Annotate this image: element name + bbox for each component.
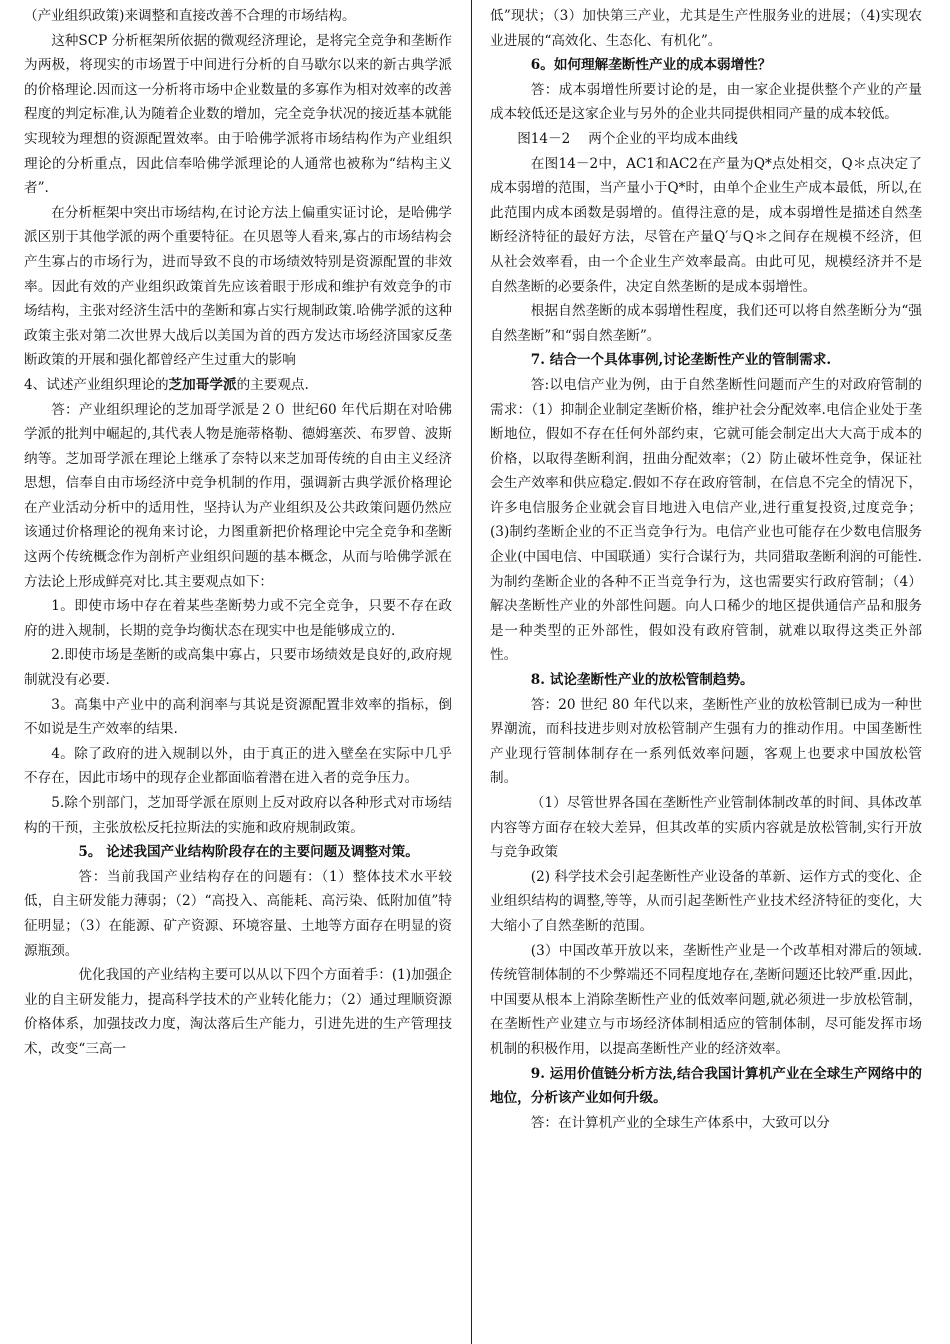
answer-paragraph: 答：产业组织理论的芝加哥学派是２０ 世纪60 年代后期在对哈佛学派的批判中崛起的,其代表人物是施蒂格勒、德姆塞茨、布罗曾、波斯纳等。芝加哥学派在理论上继承了奈特以来芝加哥传统的自由主义经济思想，信奉自由市场经济中竞争机制的作用，强调新古典学派价格理论在产业活动分析中的适用性，坚持认为产业组织及公共政策问题仍然应该通过价格理论的视角来讨论，力图重新把价格理论中完全竞争和垄断这两个传统概念作为剖析产业组织问题的基本概念，从而与哈佛学派在方法论上形成鲜亮对比.其主要观点如下： bbox=[24, 401, 452, 590]
answer-paragraph: 答:以电信产业为例，由于自然垄断性问题而产生的对政府管制的需求：（1）抑制企业制定垄断价格，维护社会分配效率.电信企业处于垄断地位，假如不存在任何外部约束，它就可能会制定出大大高于成本的价格，以取得垄断利润，扭曲分配效率；（2）防止破坏性竞争，保证社会生产效率和供应稳定.假如不存在政府管制，在信息不完全的情况下，许多电信服务企业就会盲目地进入电信产业,进行重复投资,过度竞争；(3)制约垄断企业的不正当竞争行为。电信产业也可能存在少数电信服务企业(中国电信、中国联通）实行合谋行为，共同猎取垄断利润的可能性.为制约垄断企业的各种不正当竞争行为，这也需要实行政府管制；（4）解决垄断性产业的外部性问题。向人口稀少的地区提供通信产品和服务是一种类型的正外部性，假如没有政府管制，就难以取得这类正外部性。 bbox=[490, 376, 922, 664]
paragraph: 在分析框架中突出市场结构,在讨论方法上偏重实证讨论，是哈佛学派区别于其他学派的两个重要特征。在贝恩等人看来,寡占的市场结构会产生寡占的市场行为，进而导致不良的市场绩效特别是资源配置的非效率。因此有效的产业组织政策首先应该着眼于形成和维护有效竞争的市场结构，主张对经济生活中的垄断和寡占实行规制政策.哈佛学派的这种政策主张对第二次世界大战后以美国为首的西方发达市场经济国家反垄断政策的开展和强化都曾经产生过重大的影响 bbox=[24, 204, 452, 369]
right-column bbox=[490, 4, 922, 1135]
list-item: 2.即使市场是垄断的或高集中寡占，只要市场绩效是良好的,政府规制就没有必要. bbox=[24, 647, 452, 689]
answer-paragraph: 答：成本弱增性所要讨论的是，由一家企业提供整个产业的产量成本较低还是这家企业与另外的企业共同提供相同产量的成本较低。 bbox=[490, 81, 922, 123]
paragraph: （产业组织政策)来调整和直接改善不合理的市场结构。 bbox=[24, 8, 356, 24]
answer-paragraph: 答：在计算机产业的全球生产体系中，大致可以分 bbox=[530, 1114, 830, 1131]
question-4-prefix: 4、试述产业组织理论的 bbox=[24, 376, 169, 393]
list-item: (2) 科学技术会引起垄断性产业设备的革新、运作方式的变化、企业组织结构的调整,等等，从而引起垄断性产业技术经济特征的变化，大大缩小了自然垄断的范围。 bbox=[490, 868, 922, 934]
question-9-heading: 9. 运用价值链分析方法,结合我国计算机产业在全球生产网络中的地位，分析该产业如何升级。 bbox=[490, 1065, 922, 1107]
question-7-heading: 7. 结合一个具体事例,讨论垄断性产业的管制需求. bbox=[530, 352, 832, 369]
list-item: 3。高集中产业中的高利润率与其说是资源配置非效率的指标，倒不如说是生产效率的结果. bbox=[24, 696, 452, 738]
paragraph: 根据自然垄断的成本弱增性程度，我们还可以将自然垄断分为“强自然垄断”和“弱自然垄断”。 bbox=[490, 303, 922, 344]
question-5-heading: 5。 论述我国产业结构阶段存在的主要问题及调整对策。 bbox=[78, 844, 419, 861]
question-8-heading: 8. 试论垄断性产业的放松管制趋势。 bbox=[530, 672, 754, 689]
figure-caption: 图14－2 两个企业的平均成本曲线 bbox=[517, 130, 738, 147]
answer-paragraph: 答：20 世纪 80 年代以来，垄断性产业的放松管制已成为一种世界潮流，而科技进步则对放松管制产生强有力的推动作用。中国垄断性产业现行管制体制存在一系列低效率问题，客观上也要求中国放松管制。 bbox=[490, 696, 922, 787]
paragraph: 低”现状；（3）加快第三产业，尤其是生产性服务业的进展；（4)实现农业进展的“高效化、生态化、有机化”。 bbox=[490, 8, 922, 49]
paragraph: 这种SCP 分析框架所依据的微观经济理论，是将完全竞争和垄断作为两极，将现实的市场置于中间进行分析的自马歇尔以来的新古典学派的价格理论.因而这一分析将市场中企业数量的多寡作为相对效率的改善程度的判定标准,认为随着企业数的增加，完全竞争状况的接近基本就能实现较为理想的资源配置效率。由于哈佛学派将市场结构作为产业组织理论的分析重点，因此信奉哈佛学派理论的人通常也被称为“结构主义者”. bbox=[24, 32, 452, 197]
list-item: 4。除了政府的进入规制以外，由于真正的进入壁垒在实际中几乎不存在，因此市场中的现存企业都面临着潜在进入者的竞争压力。 bbox=[24, 745, 452, 787]
question-4-keyword: 芝加哥学派 bbox=[168, 376, 237, 393]
question-4-suffix: 的主要观点. bbox=[236, 376, 309, 393]
column-divider bbox=[471, 0, 472, 1344]
question-4-heading bbox=[24, 373, 452, 398]
list-item: 5.除个别部门，芝加哥学派在原则上反对政府以各种形式对市场结构的干预，主张放松反托拉斯法的实施和政府规制政策。 bbox=[24, 795, 452, 836]
list-item: （1）尽管世界各国在垄断性产业管制体制改革的时间、具体改革内容等方面存在较大差异，但其改革的实质内容就是放松管制,实行开放与竞争政策 bbox=[490, 795, 922, 861]
answer-paragraph: 答：当前我国产业结构存在的问题有：（1）整体技术水平较低，自主研发能力薄弱；（2）“高投入、高能耗、高污染、低附加值”特征明显；（3）在能源、矿产资源、环境容量、土地等方面存在明显的资源瓶颈。 bbox=[24, 868, 452, 959]
question-6-heading: 6。如何理解垄断性产业的成本弱增性？ bbox=[530, 57, 772, 74]
paragraph: 在图14－2中，AC1和AC2在产量为Q*点处相交，Q＊点决定了成本弱增的范围，当产量小于Q*时，由单个企业生产成本最低，所以,在此范围内成本函数是弱增的。值得注意的是，成本弱增性是描述自然垄断经济特征的最好方法，尽管在产量Q′与Q＊之间存在规模不经济，但从社会效率看，由一个企业生产效率最高。由此可见，规模经济并不是自然垄断的必要条件，决定自然垄断的是成本弱增性。 bbox=[490, 155, 922, 295]
list-item: 1。即使市场中存在着某些垄断势力或不完全竞争，只要不存在政府的进入规制，长期的竞争均衡状态在现实中也是能够成立的. bbox=[24, 598, 452, 639]
left-column bbox=[24, 4, 452, 1062]
list-item: (3）中国改革开放以来，垄断性产业是一个改革相对滞后的领域.传统管制体制的不少弊端还不同程度地存在,垄断问题还比较严重.因此，中国要从根本上消除垄断性产业的低效率问题,就必须进一步放松管制，在垄断性产业建立与市场经济体制相适应的管制体制，尽可能发挥市场机制的积极作用，以提高垄断性产业的经济效率。 bbox=[490, 942, 922, 1057]
paragraph: 优化我国的产业结构主要可以从以下四个方面着手：(1)加强企业的自主研发能力，提高科学技术的产业转化能力；（2）通过理顺资源价格体系，加强技改力度，淘汰落后生产能力，引进先进的生产管理技术，改变“三高一 bbox=[24, 967, 452, 1057]
